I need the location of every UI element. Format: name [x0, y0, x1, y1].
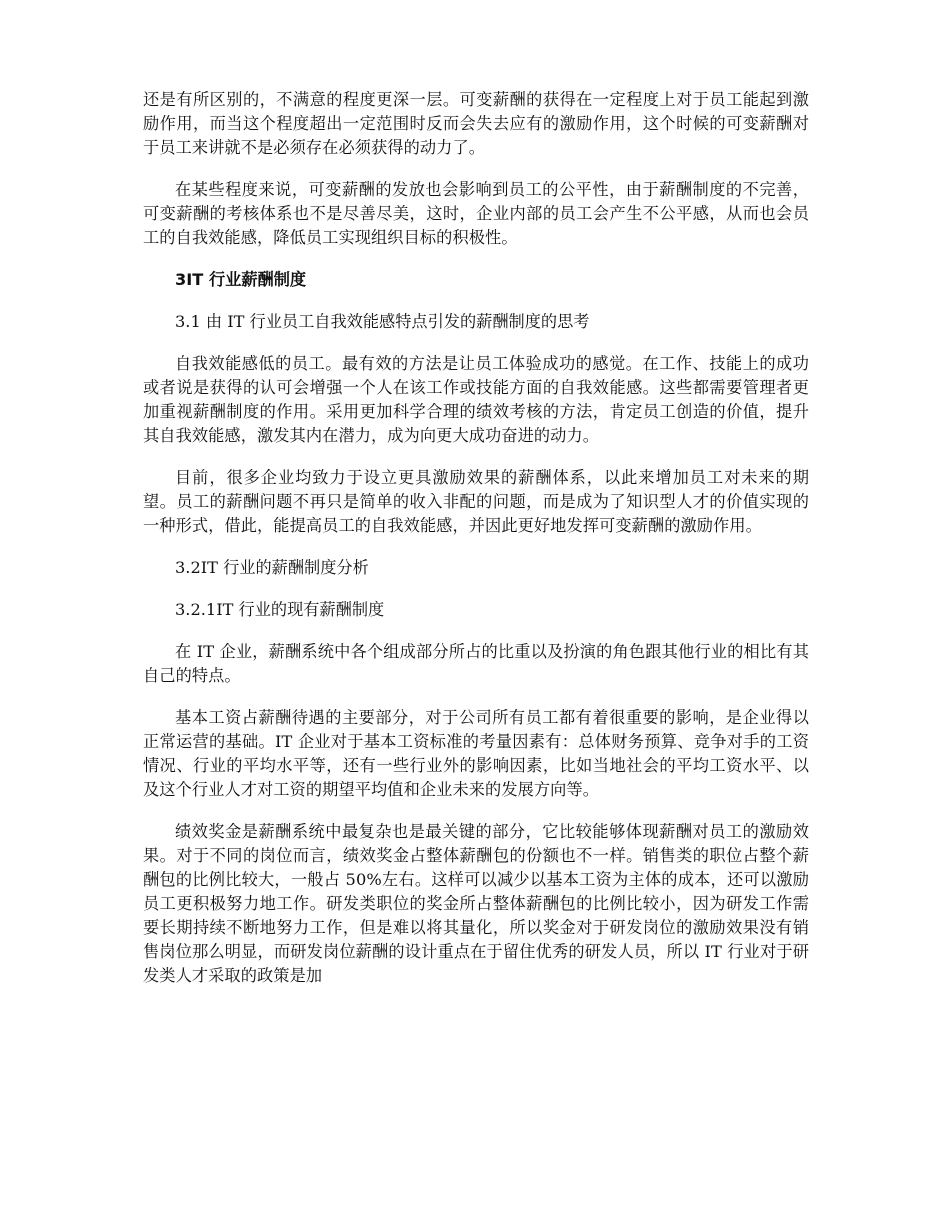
section-heading-3-1: 3.1 由 IT 行业员工自我效能感特点引发的薪酬制度的思考 — [175, 312, 590, 331]
paragraph-base-salary: 基本工资占薪酬待遇的主要部分，对于公司所有员工都有着很重要的影响，是企业得以正常运营的基础。IT 企业对于基本工资标准的考量因素有：总体财务预算、竞争对手的工资情况、行业的平均水平等，还有一些行业外的影响因素，比如当地社会的平均工资水平、以及这个行业人才对工资的期望平均值和企业未来的发展方向等。 — [143, 708, 809, 799]
paragraph-it-enterprise: 在 IT 企业，薪酬系统中各个组成部分所占的比重以及扮演的角色跟其他行业的相比有其自己的特点。 — [143, 642, 809, 685]
paragraph-performance-bonus: 绩效奖金是薪酬系统中最复杂也是最关键的部分，它比较能够体现薪酬对员工的激励效果。对于不同的岗位而言，绩效奖金占整体薪酬包的份额也不一样。销售类的职位占整个薪酬包的比例比较大，一般占 50%左右。这样可以减少以基本工资为主体的成本，还可以激励员工更积极努力地工作。研发类职位的奖金所占整体薪酬包的比例比较小，因为研发工作需要长期持续不断地努力工作，但是难以将其量化，所以奖金对于研发岗位的激励效果没有销售岗位那么明显，而研发岗位薪酬的设计重点在于留住优秀的研发人员，所以 IT 行业对于研发类人才采取的政策是加 — [143, 822, 809, 985]
paragraph-self-efficacy: 自我效能感低的员工。最有效的方法是让员工体验成功的感觉。在工作、技能上的成功或者说是获得的认可会增强一个人在该工作或技能方面的自我效能感。这些都需要管理者更加重视薪酬制度的作用。采用更加科学合理的绩效考核的方法，肯定员工创造的价值，提升其自我效能感，激发其内在潜力，成为向更大成功奋进的动力。 — [143, 354, 809, 445]
paragraph-continuation: 还是有所区别的，不满意的程度更深一层。可变薪酬的获得在一定程度上对于员工能起到激励作用，而当这个程度超出一定范围时反而会失去应有的激励作用，这个时候的可变薪酬对于员工来讲就不是必须存在必须获得的动力了。 — [143, 90, 809, 157]
paragraph-current-enterprises: 目前，很多企业均致力于设立更具激励效果的薪酬体系，以此来增加员工对未来的期望。员工的薪酬问题不再只是简单的收入非配的问题，而是成为了知识型人才的价值实现的一种形式，借此，能提高员工的自我效能感，并因此更好地发挥可变薪酬的激励作用。 — [143, 468, 809, 535]
section-heading-3-2-1: 3.2.1IT 行业的现有薪酬制度 — [175, 600, 385, 619]
section-heading-3-2: 3.2IT 行业的薪酬制度分析 — [175, 558, 369, 577]
paragraph-fairness: 在某些程度来说，可变薪酬的发放也会影响到员工的公平性，由于薪酬制度的不完善，可变薪酬的考核体系也不是尽善尽美，这时，企业内部的员工会产生不公平感，从而也会员工的自我效能感，降低员工实现组织目标的积极性。 — [143, 180, 809, 247]
document-page — [143, 88, 809, 1006]
section-heading-3: 3IT 行业薪酬制度 — [175, 270, 307, 289]
